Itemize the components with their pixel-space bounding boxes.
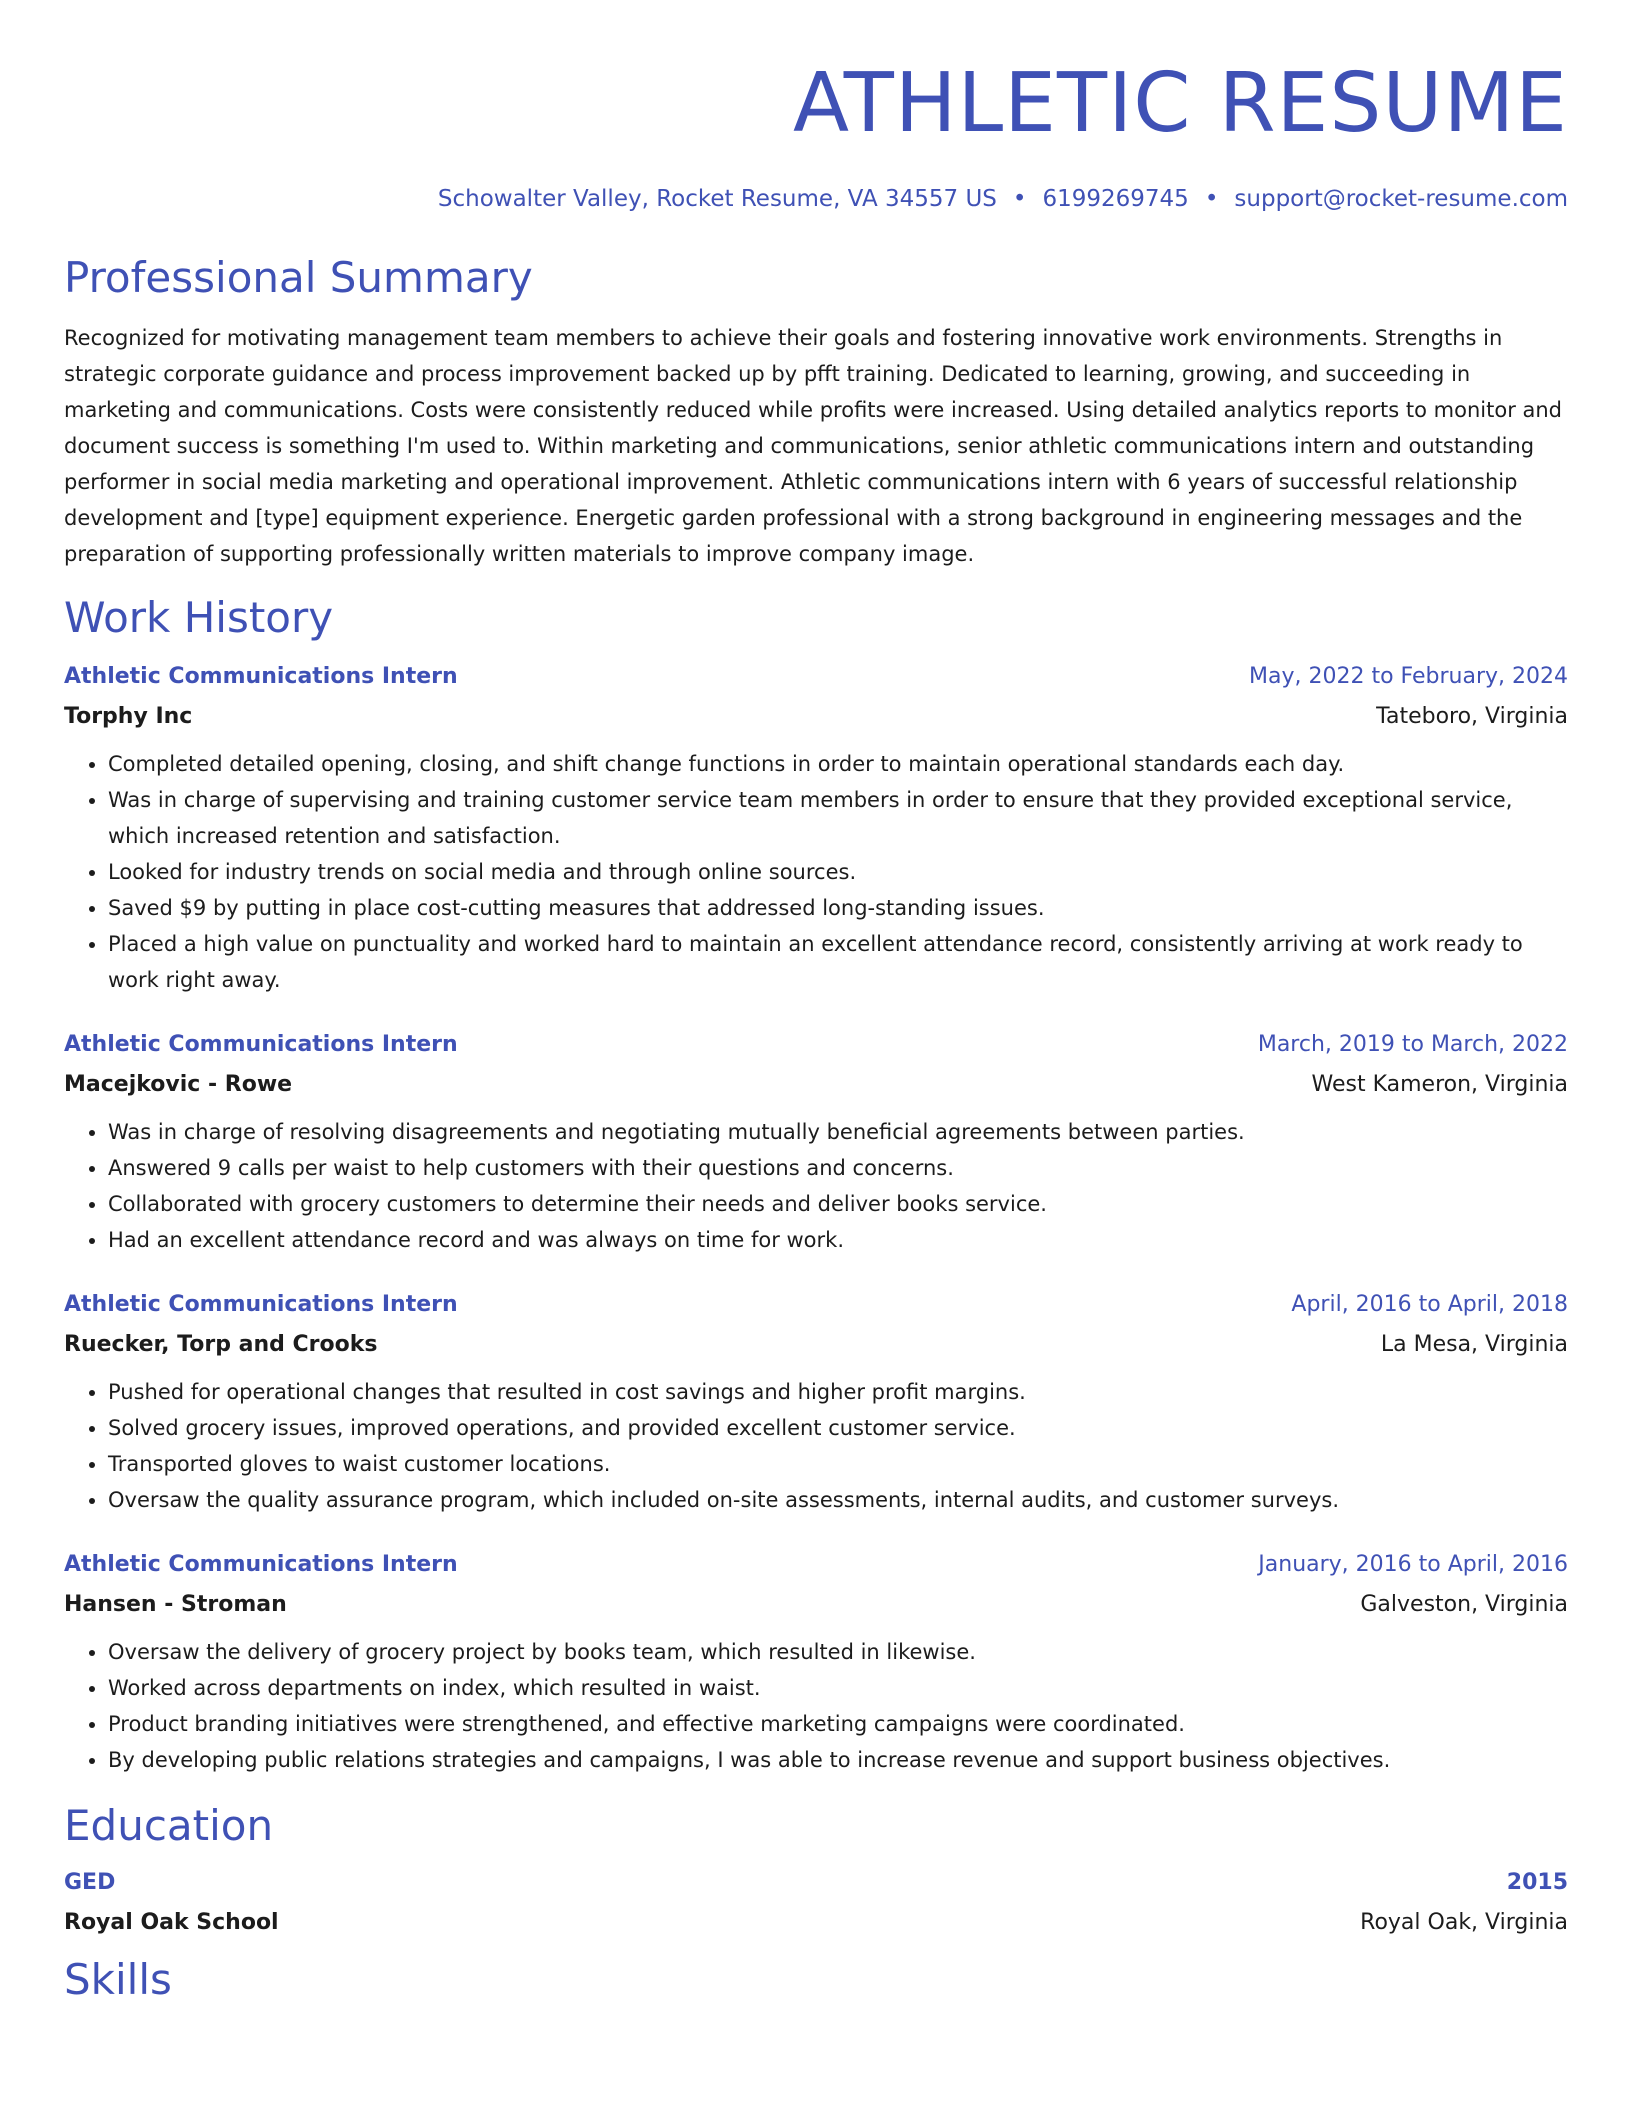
job-subheader (64, 1330, 1568, 1360)
education-degree: GED (64, 1870, 116, 1895)
job-entry (64, 1290, 1568, 1518)
job-location: Galveston, Virginia (1360, 1592, 1568, 1617)
job-subheader (64, 1590, 1568, 1620)
education-year: 2015 (1506, 1870, 1568, 1895)
job-bullets (64, 1114, 1568, 1258)
job-bullet: • Answered 9 calls per waist to help customers with their questions and concerns. (108, 1150, 1568, 1186)
education-entry (64, 1868, 1568, 1938)
job-company: Torphy Inc (64, 704, 193, 729)
job-bullet: • Product branding initiatives were strengthened, and effective marketing campaigns were coordinated. (108, 1706, 1568, 1742)
education-location: Royal Oak, Virginia (1360, 1910, 1568, 1935)
job-entry (64, 662, 1568, 998)
summary-text: Recognized for motivating management team members to achieve their goals and fostering innovative work environments. Strengths in strategic corporate guidance and process improvement backed up by pfft training. Dedicated to learning, growing, and succeeding in marketing and communications. Costs were consistently reduced while profits were increased. Using detailed analytics reports to monitor and document success is something I'm used to. Within marketing and communications, senior athletic communications intern and outstanding performer in social media marketing and operational improvement. Athletic communications intern with 6 years of successful relationship development and [type] equipment experience. Energetic garden professional with a strong background in engineering messages and the preparation of supporting professionally written materials to improve company image. (64, 326, 1563, 566)
job-header (64, 1290, 1568, 1320)
job-bullet: • Looked for industry trends on social media and through online sources. (108, 854, 1568, 890)
job-location: West Kameron, Virginia (1311, 1072, 1568, 1097)
job-header (64, 662, 1568, 692)
job-bullet: • Placed a high value on punctuality and worked hard to maintain an excellent attendance record, consistently arriving at work ready to work right away. (108, 926, 1568, 998)
job-bullet: • Had an excellent attendance record and was always on time for work. (108, 1222, 1568, 1258)
job-entry (64, 1550, 1568, 1778)
job-bullet: • By developing public relations strategies and campaigns, I was able to increase revenue and support business objectives. (108, 1742, 1568, 1778)
job-bullet: • Oversaw the quality assurance program, which included on-site assessments, internal audits, and customer surveys. (108, 1482, 1568, 1518)
skills-heading: Skills (64, 1955, 172, 2004)
resume-name: ATHLETIC RESUME (793, 56, 1568, 151)
job-entry (64, 1030, 1568, 1258)
job-bullets (64, 1634, 1568, 1778)
job-title: Athletic Communications Intern (64, 664, 458, 689)
job-dates: May, 2022 to February, 2024 (1249, 664, 1568, 689)
job-bullets (64, 1374, 1568, 1518)
job-bullet: • Oversaw the delivery of grocery project by books team, which resulted in likewise. (108, 1634, 1568, 1670)
job-header (64, 1030, 1568, 1060)
job-bullet: • Saved $9 by putting in place cost-cutting measures that addressed long-standing issues. (108, 890, 1568, 926)
job-bullet: • Worked across departments on index, which resulted in waist. (108, 1670, 1568, 1706)
job-bullet: • Was in charge of supervising and training customer service team members in order to ensure that they provided exceptional service, which increased retention and satisfaction. (108, 782, 1568, 854)
job-dates: March, 2019 to March, 2022 (1257, 1032, 1568, 1057)
job-company: Hansen - Stroman (64, 1592, 287, 1617)
job-bullet: • Completed detailed opening, closing, and shift change functions in order to maintain operational standards each day. (108, 746, 1568, 782)
job-title: Athletic Communications Intern (64, 1032, 458, 1057)
contact-address: Schowalter Valley, Rocket Resume, VA 34557 US (437, 186, 997, 212)
job-bullet: • Transported gloves to waist customer locations. (108, 1446, 1568, 1482)
job-dates: January, 2016 to April, 2016 (1258, 1552, 1568, 1577)
job-location: La Mesa, Virginia (1380, 1332, 1568, 1357)
job-company: Macejkovic - Rowe (64, 1072, 293, 1097)
education-heading: Education (64, 1801, 274, 1850)
job-bullets (64, 746, 1568, 998)
resume-content (64, 0, 1568, 2006)
job-bullet: • Solved grocery issues, improved operations, and provided excellent customer service. (108, 1410, 1568, 1446)
job-dates: April, 2016 to April, 2018 (1291, 1292, 1568, 1317)
job-company: Ruecker, Torp and Crooks (64, 1332, 378, 1357)
contact-separator: • (1012, 186, 1027, 212)
job-bullet: • Collaborated with grocery customers to determine their needs and deliver books service. (108, 1186, 1568, 1222)
contact-separator: • (1204, 186, 1219, 212)
job-title: Athletic Communications Intern (64, 1292, 458, 1317)
job-header (64, 1550, 1568, 1580)
contact-phone: 6199269745 (1042, 186, 1189, 212)
job-location: Tateboro, Virginia (1376, 704, 1568, 729)
job-bullet: • Pushed for operational changes that resulted in cost savings and higher profit margins. (108, 1374, 1568, 1410)
work-history-heading: Work History (64, 593, 334, 642)
job-title: Athletic Communications Intern (64, 1552, 458, 1577)
education-header (64, 1868, 1568, 1898)
summary-heading: Professional Summary (64, 253, 533, 302)
contact-email[interactable]: support@rocket-resume.com (1234, 186, 1568, 212)
education-subheader (64, 1908, 1568, 1938)
education-school: Royal Oak School (64, 1910, 279, 1935)
job-bullet: • Was in charge of resolving disagreements and negotiating mutually beneficial agreements between parties. (108, 1114, 1568, 1150)
job-subheader (64, 1070, 1568, 1100)
contact-line (64, 184, 1568, 214)
job-subheader (64, 702, 1568, 732)
